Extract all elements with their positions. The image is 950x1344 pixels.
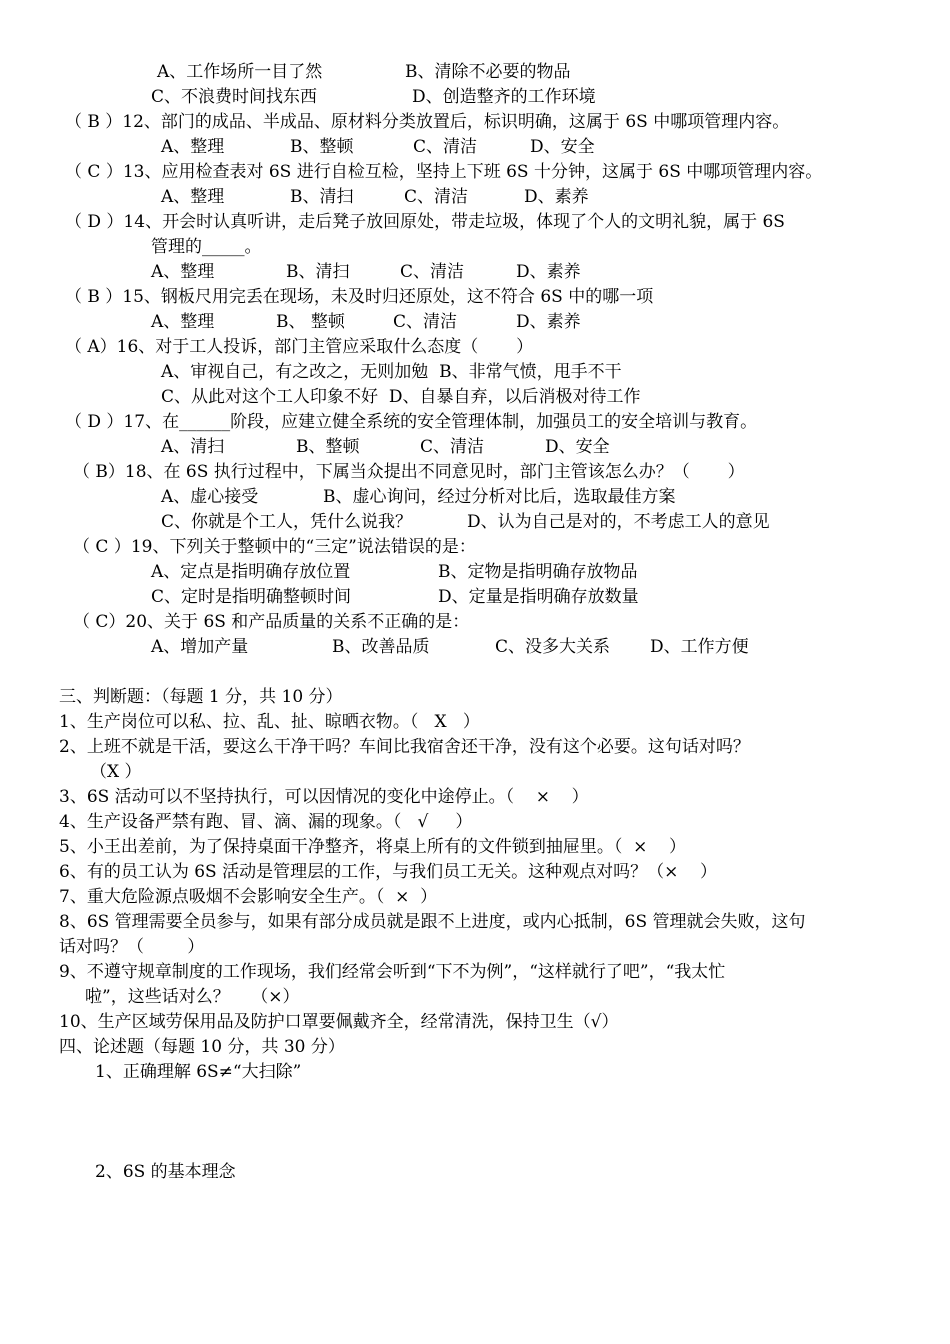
text-line: 啦”，这些话对么？ （×） [85,987,300,1007]
text-line: B、定物是指明确存放物品 [438,562,638,582]
text-line: B、清扫 [290,187,354,207]
text-line: 8、6S 管理需要全员参与，如果有部分成员就是跟不上进度，或内心抵制，6S 管理就会失败，这句 [59,912,806,932]
text-line: 2、上班不就是干活，要这么干净干吗？车间比我宿舍还干净，没有这个必要。这句话对吗？ [59,737,750,757]
text-line: （ C ）19、下列关于整顿中的“三定”说法错误的是： [73,537,476,557]
text-line: A、整理 [161,137,225,157]
text-line: 四、论述题（每题 10 分，共 30 分） [59,1037,345,1057]
text-line: D、定量是指明确存放数量 [438,587,639,607]
text-line: 4、生产设备严禁有跑、冒、滴、漏的现象。（ √ ） [59,812,473,832]
text-line: C、清洁 [413,137,478,157]
text-line: C、定时是指明确整顿时间 [151,587,352,607]
text-line: C、不浪费时间找东西 [151,87,318,107]
text-line: D、安全 [530,137,595,157]
text-line: C、清洁 [404,187,469,207]
text-line: 管理的_____。 [151,237,262,257]
text-line: C、从此对这个工人印象不好 D、自暴自弃，以后消极对待工作 [161,387,641,407]
text-line: A、整理 [161,187,225,207]
text-line: B、清扫 [286,262,350,282]
text-line: A、整理 [151,262,215,282]
text-line: （X ） [90,762,142,782]
text-line: 9、不遵守规章制度的工作现场，我们经常会听到“下不为例”，“这样就行了吧”，“我太忙 [59,962,726,982]
text-line: B、 整顿 [276,312,345,332]
text-line: 1、正确理解 6S≠“大扫除” [95,1062,302,1082]
text-line: D、素养 [516,312,581,332]
text-line: C、没多大关系 [495,637,611,657]
text-line: 6、有的员工认为 6S 活动是管理层的工作，与我们员工无关。这种观点对吗？（× ） [59,862,717,882]
text-line: D、认为自己是对的，不考虑工人的意见 [467,512,770,532]
text-line: A、整理 [151,312,215,332]
text-line: 话对吗？（ ） [59,937,205,957]
text-line: D、创造整齐的工作环境 [412,87,596,107]
text-line: B、整顿 [296,437,360,457]
text-line: B、改善品质 [332,637,430,657]
text-line: （ D ）14、开会时认真听讲，走后凳子放回原处，带走垃圾，体现了个人的文明礼貌，属于 6S [65,212,785,232]
text-line: 2、6S 的基本理念 [95,1162,236,1182]
text-line: （ B ）15、钢板尺用完丢在现场，未及时归还原处，这不符合 6S 中的哪一项 [65,287,654,307]
text-line: 3、6S 活动可以不坚持执行，可以因情况的变化中途停止。（ × ） [59,787,589,807]
text-line: 5、小王出差前，为了保持桌面干净整齐，将桌上所有的文件锁到抽屉里。（ × ） [59,837,686,857]
text-line: B、整顿 [290,137,354,157]
text-line: A、增加产量 [151,637,249,657]
text-line: （ D ）17、在______阶段，应建立健全系统的安全管理体制，加强员工的安全培训与教育。 [65,412,758,432]
text-line: C、清洁 [420,437,485,457]
text-line: （ B ）12、部门的成品、半成品、原材料分类放置后，标识明确，这属于 6S 中哪项管理内容。 [65,112,790,132]
text-line: （ C）20、关于 6S 和产品质量的关系不正确的是： [73,612,470,632]
text-line: D、素养 [524,187,589,207]
text-line: C、清洁 [393,312,458,332]
text-line: D、安全 [545,437,610,457]
text-line: D、工作方便 [650,637,749,657]
text-line: A、虚心接受 [161,487,259,507]
text-line: C、你就是个工人，凭什么说我？ [161,512,413,532]
text-line: A、定点是指明确存放位置 [151,562,351,582]
text-line: （ B）18、在 6S 执行过程中，下属当众提出不同意见时，部门主管该怎么办？（ ） [73,462,745,482]
text-line: D、素养 [516,262,581,282]
text-line: A、清扫 [161,437,225,457]
text-line: 三、判断题：（每题 1 分，共 10 分） [59,687,343,707]
text-line: 10、生产区域劳保用品及防护口罩要佩戴齐全，经常清洗，保持卫生（√） [59,1012,619,1032]
text-line: 1、生产岗位可以私、拉、乱、扯、晾晒衣物。（ X ） [59,712,480,732]
text-line: （ C ）13、应用检查表对 6S 进行自检互检，坚持上下班 6S 十分钟，这属于 6S 中哪项管理内容。 [65,162,823,182]
text-line: C、清洁 [400,262,465,282]
text-line: A、审视自己，有之改之，无则加勉 B、非常气愤，甩手不干 [161,362,622,382]
text-line: B、虚心询问，经过分析对比后，选取最佳方案 [323,487,676,507]
text-line: A、工作场所一目了然 [157,62,323,82]
text-line: B、清除不必要的物品 [405,62,571,82]
text-line: 7、重大危险源点吸烟不会影响安全生产。（ × ） [59,887,438,907]
text-line: （ A）16、对于工人投诉，部门主管应采取什么态度（ ） [65,337,534,357]
